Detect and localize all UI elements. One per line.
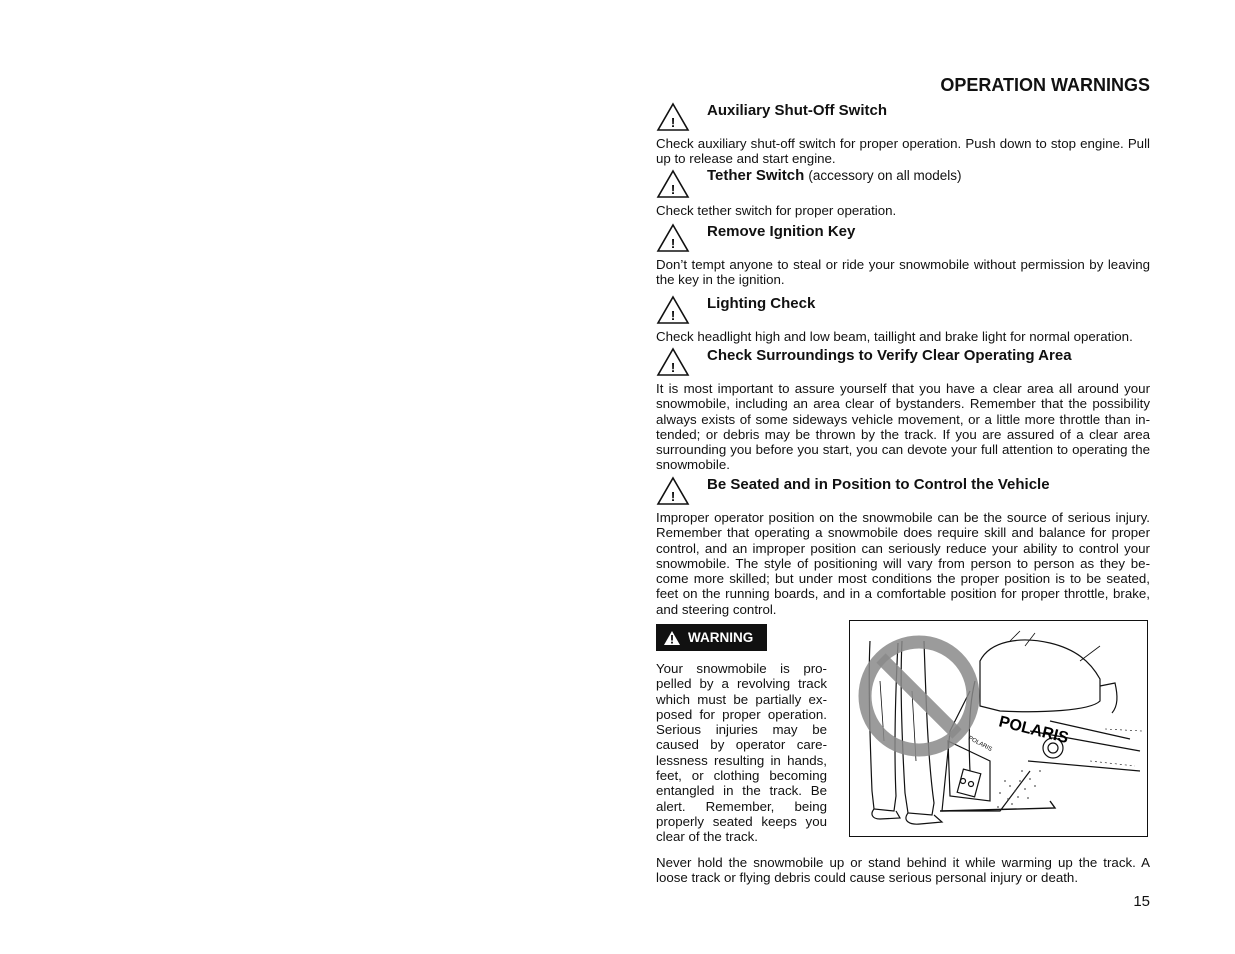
section-check-surroundings: [656, 347, 1150, 473]
section-title: Lighting Check: [707, 295, 816, 312]
section-remove-ignition-key: [656, 223, 1150, 288]
warning-triangle-icon: [656, 476, 690, 506]
section-tether-switch: [656, 167, 1150, 218]
svg-text:!: !: [670, 115, 676, 130]
page-number: 15: [1133, 893, 1150, 910]
svg-text:!: !: [670, 489, 676, 504]
warning-triangle-icon: [656, 223, 690, 253]
final-warning-text: Never hold the snowmobile up or stand behind it while warming up the track. A loose track or flying debris could cause serious personal injury or death.: [656, 855, 1150, 886]
section-body: It is most important to assure yourself that you have a clear area all around your snowmobile, including an area clear of bystanders. Remember that the possibility always exists of some sideways vehicle movement, or a little more throttle than in- tended; or debris may be thrown by the track. If you are assured of a clear area surrounding you before you start, you can devote your full attention to operating the snowmobile.: [656, 381, 1150, 473]
section-note: (accessory on all models): [808, 168, 962, 183]
section-title: Remove Ignition Key: [707, 223, 856, 240]
snowmobile-illustration: [849, 620, 1148, 837]
polaris-brand-text: POLARIS: [997, 713, 1071, 748]
section-title: Be Seated and in Position to Control the Vehicle: [707, 476, 1050, 493]
prohibited-standing-behind-track-illustration: [850, 621, 1148, 837]
section-body: Check auxiliary shut-off switch for proper operation. Push down to stop engine. Pull up to release and start engine.: [656, 136, 1150, 167]
section-title: Tether Switch (accessory on all models): [707, 167, 962, 184]
warning-triangle-icon: [656, 169, 690, 199]
section-body: Improper operator position on the snowmobile can be the source of serious injury. Remember that operating a snowmobile does require skill and balance for proper control, and an improper position can seriously reduce your ability to control your snowmobile. The style of positioning will vary from person to person as they be- come more skilled; but under most conditions the proper position is to be seated, feet on the running boards, and in a comfortable position for proper throttle, brake, and steering control.: [656, 510, 1150, 617]
section-body: Check headlight high and low beam, taillight and brake light for normal operation.: [656, 329, 1133, 344]
warning-triangle-icon: [656, 102, 690, 132]
section-body: Don’t tempt anyone to steal or ride your snowmobile without permission by leaving the key in the ignition.: [656, 257, 1150, 288]
warning-text: Your snowmobile is pro- pelled by a revolving track which must be partially ex- posed for proper operation. Serious injuries may be caused by operator care- lessness resulting in hands, feet, or clothing becoming entangled in the track. Be alert. Remember, being properly seated keeps you clear of the track.: [656, 661, 827, 845]
warning-badge: [656, 624, 767, 651]
section-lighting-check: [656, 295, 1150, 344]
svg-text:!: !: [670, 182, 676, 197]
warning-triangle-icon: [656, 295, 690, 325]
warning-triangle-icon: [664, 631, 680, 645]
warning-label: WARNING: [688, 630, 754, 645]
svg-text:!: !: [670, 360, 676, 375]
section-be-seated: [656, 476, 1150, 617]
polaris-logo-text: POLARIS: [967, 735, 993, 753]
section-body: Check tether switch for proper operation.: [656, 203, 897, 218]
svg-text:!: !: [670, 308, 676, 323]
warning-triangle-icon: [656, 347, 690, 377]
svg-text:!: !: [670, 236, 676, 251]
section-title: Check Surroundings to Verify Clear Operating Area: [707, 347, 1072, 364]
page-title: OPERATION WARNINGS: [940, 75, 1150, 95]
section-auxiliary-shutoff: [656, 102, 1150, 167]
section-title: Auxiliary Shut-Off Switch: [707, 102, 888, 119]
